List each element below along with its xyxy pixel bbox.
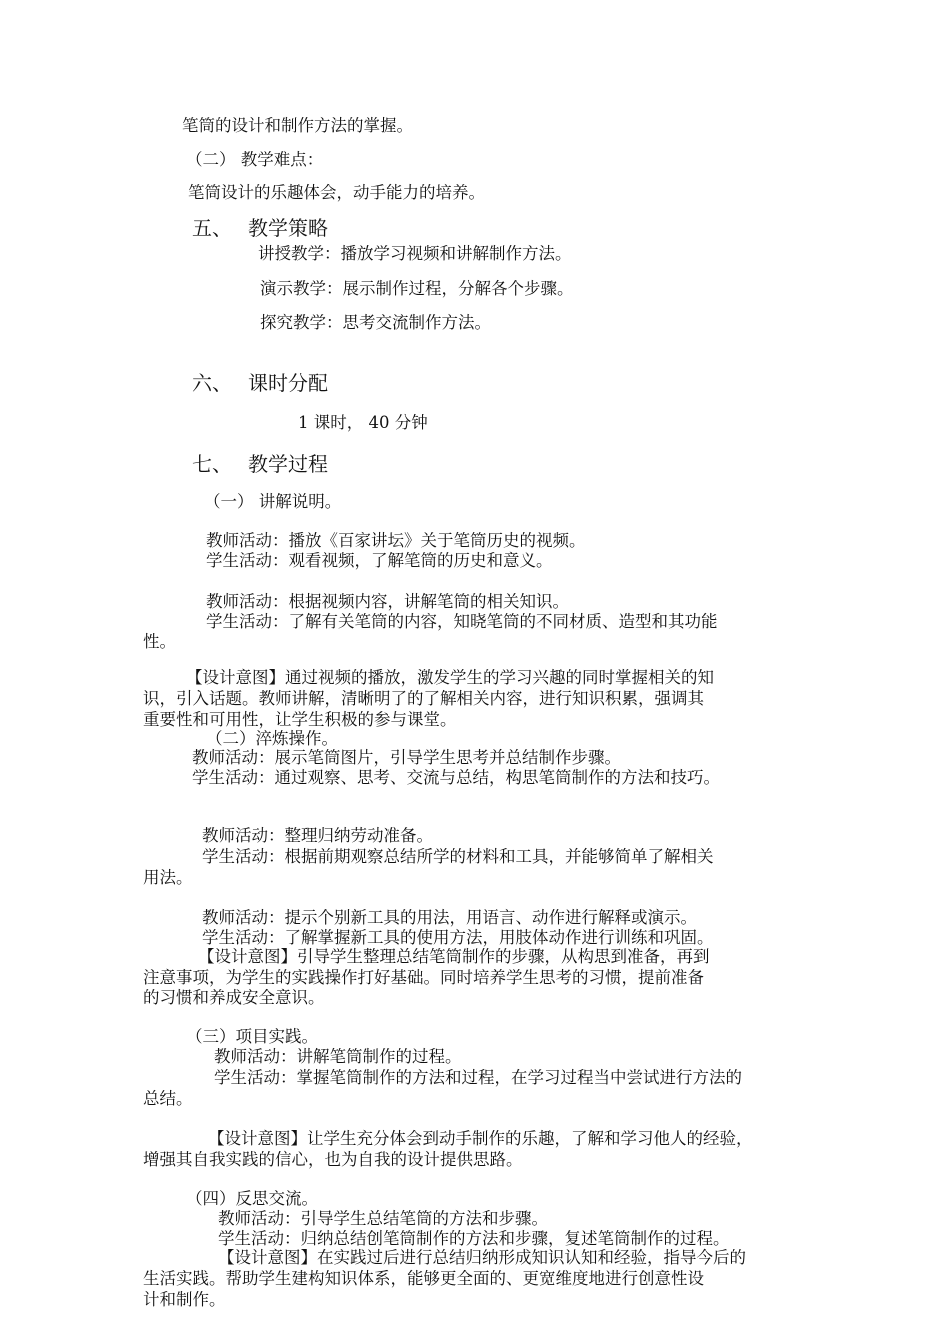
text-line: 学生活动：了解有关笔筒的内容，知晓笔筒的不同材质、造型和其功能 bbox=[206, 612, 718, 631]
subsection-heading: （二）淬炼操作。 bbox=[206, 729, 338, 748]
text-line: 注意事项，为学生的实践操作打好基础。同时培养学生思考的习惯，提前准备 bbox=[143, 968, 704, 987]
section-number: 七、 bbox=[192, 452, 232, 476]
section-title: 教学策略 bbox=[248, 216, 328, 240]
text-line: 【设计意图】在实践过后进行总结归纳形成知识认知和经验，指导今后的 bbox=[218, 1248, 746, 1267]
section-heading bbox=[192, 452, 328, 476]
text-line: 用法。 bbox=[143, 868, 193, 887]
text-line: 增强其自我实践的信心，也为自我的设计提供思路。 bbox=[143, 1150, 523, 1169]
section-heading bbox=[192, 216, 328, 240]
text-line: 【设计意图】引导学生整理总结笔筒制作的步骤，从构思到准备，再到 bbox=[198, 947, 710, 966]
text-line: 【设计意图】让学生充分体会到动手制作的乐趣，了解和学习他人的经验， bbox=[208, 1129, 753, 1148]
text-line: 学生活动：归纳总结创笔筒制作的方法和步骤，复述笔筒制作的过程。 bbox=[218, 1229, 730, 1248]
text-line: 笔筒的设计和制作方法的掌握。 bbox=[182, 116, 413, 135]
text-line: 【设计意图】通过视频的播放，激发学生的学习兴趣的同时掌握相关的知 bbox=[186, 668, 714, 687]
section-title: 教学过程 bbox=[248, 452, 328, 476]
subsection-heading: （二） 教学难点： bbox=[186, 150, 324, 169]
text-line: 识，引入话题。教师讲解，清晰明了的了解相关内容，进行知识积累，强调其 bbox=[143, 689, 704, 708]
text-line: 学生活动：观看视频，了解笔筒的历史和意义。 bbox=[206, 551, 553, 570]
subsection-heading: （三）项目实践。 bbox=[186, 1027, 318, 1046]
text-line: 的习惯和养成安全意识。 bbox=[143, 988, 325, 1007]
text-line: 教师活动：根据视频内容，讲解笔筒的相关知识。 bbox=[206, 592, 569, 611]
text-line: 演示教学：展示制作过程，分解各个步骤。 bbox=[260, 279, 574, 298]
text-line: 教师活动：引导学生总结笔筒的方法和步骤。 bbox=[218, 1209, 548, 1228]
text-line: 学生活动：了解掌握新工具的使用方法，用肢体动作进行训练和巩固。 bbox=[202, 928, 714, 947]
text-line: 重要性和可用性，让学生积极的参与课堂。 bbox=[143, 710, 457, 729]
text-line: 计和制作。 bbox=[143, 1290, 226, 1309]
text-line: 总结。 bbox=[143, 1089, 193, 1108]
section-heading bbox=[192, 371, 328, 395]
text-line: 1 课时， 40 分钟 bbox=[298, 413, 428, 432]
text-line: 讲授教学：播放学习视频和讲解制作方法。 bbox=[258, 244, 572, 263]
section-number: 五、 bbox=[192, 216, 232, 240]
subsection-heading: （一） 讲解说明。 bbox=[204, 492, 342, 511]
text-line: 学生活动：根据前期观察总结所学的材料和工具，并能够简单了解相关 bbox=[202, 847, 714, 866]
text-line: 教师活动：播放《百家讲坛》关于笔筒历史的视频。 bbox=[206, 531, 586, 550]
text-line: 教师活动：展示笔筒图片，引导学生思考并总结制作步骤。 bbox=[192, 748, 621, 767]
section-number: 六、 bbox=[192, 371, 232, 395]
text-line: 教师活动：提示个别新工具的用法，用语言、动作进行解释或演示。 bbox=[202, 908, 697, 927]
text-line: 生活实践。帮助学生建构知识体系，能够更全面的、更宽维度地进行创意性设 bbox=[143, 1269, 704, 1288]
text-line: 性。 bbox=[143, 632, 176, 651]
text-line: 探究教学：思考交流制作方法。 bbox=[260, 313, 491, 332]
section-title: 课时分配 bbox=[248, 371, 328, 395]
text-line: 笔筒设计的乐趣体会，动手能力的培养。 bbox=[188, 183, 485, 202]
subsection-heading: （四）反思交流。 bbox=[186, 1189, 318, 1208]
text-line: 教师活动：讲解笔筒制作的过程。 bbox=[214, 1047, 462, 1066]
text-line: 学生活动：通过观察、思考、交流与总结，构思笔筒制作的方法和技巧。 bbox=[192, 768, 720, 787]
text-line: 学生活动：掌握笔筒制作的方法和过程，在学习过程当中尝试进行方法的 bbox=[214, 1068, 742, 1087]
text-line: 教师活动：整理归纳劳动准备。 bbox=[202, 826, 433, 845]
